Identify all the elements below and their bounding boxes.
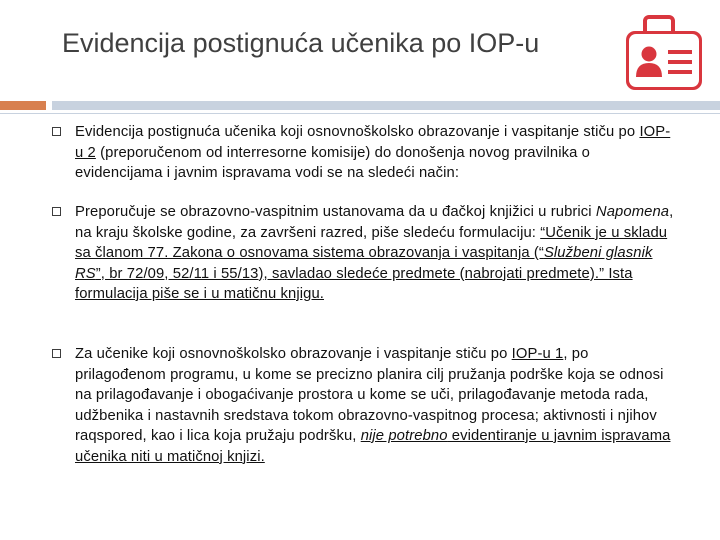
iop2-reference: IOP-u 2: [75, 124, 671, 161]
title-rule-bar: [52, 101, 720, 110]
bullet-item: [46, 202, 676, 305]
square-bullet-icon: [52, 349, 61, 358]
formulation-quote: “Učenik je u skladu sa članom 77. Zakona o osnovama sistema obrazovanja i vaspitanja (“Službeni glasnik RS”, br 72/09, 52/11 i 55/13), savladao sledeće predmete (nabrojati predmete).” Ista formulacija piše se i u matičnu knjigu.: [75, 224, 668, 302]
page-title: Evidencija postignuća učenika po IOP-u: [62, 28, 540, 58]
user-list-icon: [624, 14, 704, 92]
title-accent-bar: [0, 101, 46, 110]
square-bullet-icon: [52, 207, 61, 216]
bullet-item: [46, 122, 676, 184]
bullet-item: [46, 344, 676, 467]
bullet-text: Preporučuje se obrazovno-vaspitnim ustanovama da u đačkoj knjižici u rubrici Napomena, na kraju školske godine, za završeni razred, piše sledeću formulaciju: “Učenik je u skladu sa članom 77. Zakona o osnovama sistema obrazovanja i vaspitanja (“Službeni glasnik RS”, br 72/09, 52/11 i 55/13), savladao sledeće predmete (nabrojati predmete).” Ista formulacija piše se i u matičnu knjigu.: [75, 204, 674, 302]
square-bullet-icon: [52, 127, 61, 136]
bullet-text: Za učenike koji osnovnoškolsko obrazovanje i vaspitanje stiču po IOP-u 1, po prilagođenom programu, u kome se precizno planira cilj pružanja podrške koja se odnosi na prilagođavanje i obogaćivanje prostora u kome se uči, prilagođavanje metoda rada, udžbenika i nastavnih sredstava tokom obrazovno-vaspitnog procesa; aktivnosti i njihov raqspored, kao i lica koja pružaju podršku, nije potrebno evidentiranje u javnim ispravama učenika niti u matičnoj knjizi.: [75, 346, 671, 465]
bullet-text: Evidencija postignuća učenika koji osnovnoškolsko obrazovanje i vaspitanje stiču po IOP-u 2 (preporučenom od interresorne komisije) do donošenja novog pravilnika o evidencijama i javnim ispravama vodi se na sledeći način:: [75, 124, 671, 181]
conclusion-underlined: nije potrebno evidentiranje u javnim ispravama učenika niti u matičnoj knjizi.: [75, 428, 671, 465]
title-rule-line: [0, 113, 720, 114]
napomena-term: Napomena: [595, 204, 670, 220]
iop1-reference: IOP-u 1: [511, 346, 564, 362]
